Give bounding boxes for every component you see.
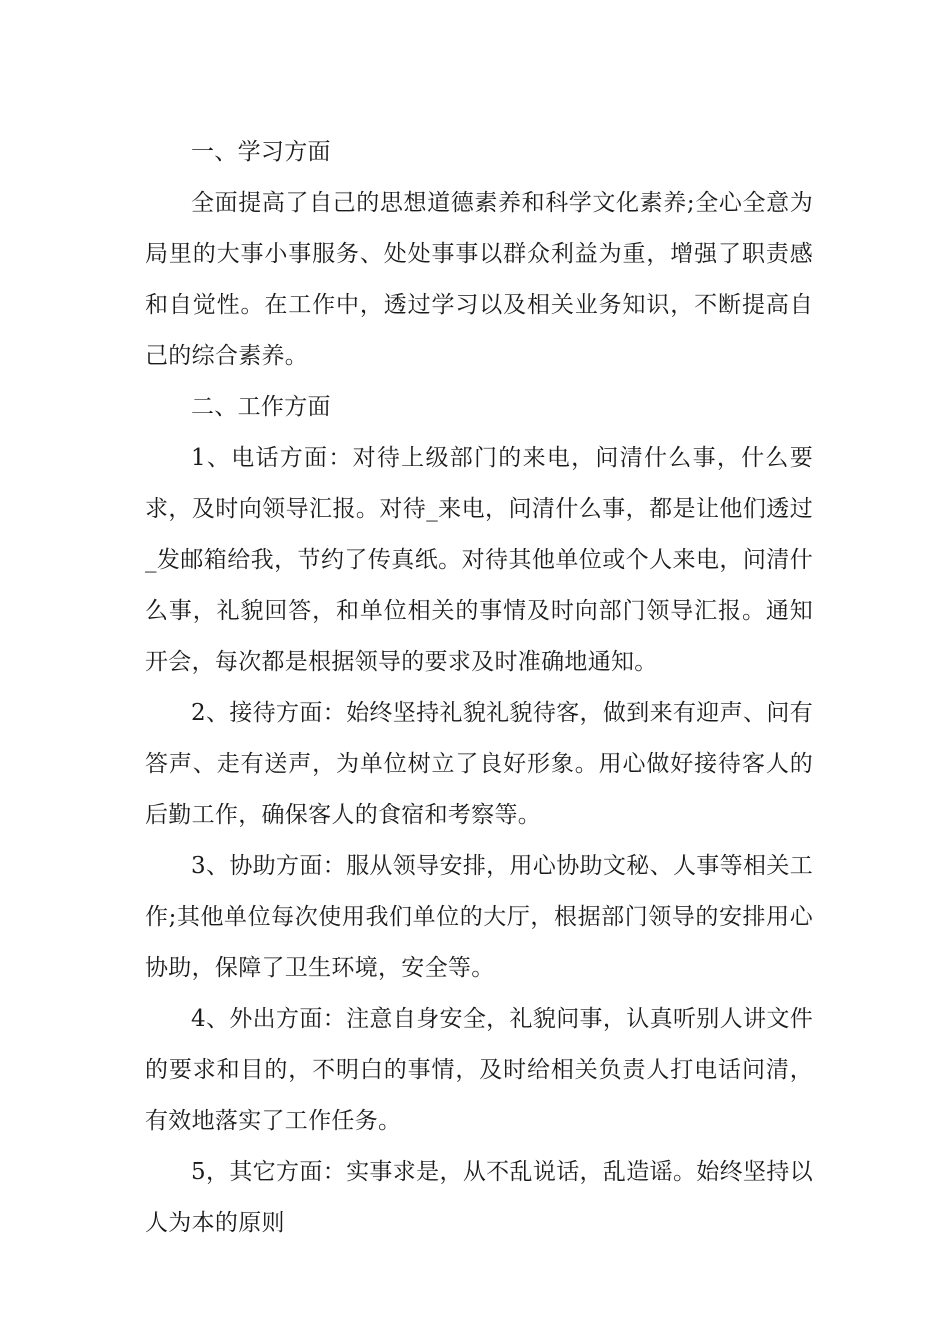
heading-work: 二、工作方面 bbox=[191, 394, 331, 420]
paragraph-outside: 4、外出方面：注意自身安全，礼貌问事，认真听别人讲文件的要求和目的，不明白的事情，及时给相关负责人打电话问清，有效地落实了工作任务。 bbox=[145, 1006, 813, 1134]
paragraph-study: 全面提高了自己的思想道德素养和科学文化素养;全心全意为局里的大事小事服务、处处事事以群众利益为重，增强了职责感和自觉性。在工作中，透过学习以及相关业务知识，不断提高自己的综合素养。 bbox=[145, 190, 813, 369]
paragraph-phone: 1、电话方面：对待上级部门的来电，问清什么事，什么要求，及时向领导汇报。对待_来电，问清什么事，都是让他们透过_发邮箱给我，节约了传真纸。对待其他单位或个人来电，问清什么事，礼貌回答，和单位相关的事情及时向部门领导汇报。通知开会，每次都是根据领导的要求及时准确地通知。 bbox=[145, 445, 813, 675]
heading-study: 一、学习方面 bbox=[191, 139, 331, 165]
paragraph-reception: 2、接待方面：始终坚持礼貌礼貌待客，做到来有迎声、问有答声、走有送声，为单位树立了良好形象。用心做好接待客人的后勤工作，确保客人的食宿和考察等。 bbox=[145, 700, 813, 828]
document-body bbox=[145, 127, 813, 1249]
paragraph-other: 5，其它方面：实事求是，从不乱说话，乱造谣。始终坚持以人为本的原则 bbox=[145, 1159, 813, 1236]
paragraph-assist: 3、协助方面：服从领导安排，用心协助文秘、人事等相关工作;其他单位每次使用我们单位的大厅，根据部门领导的安排用心协助，保障了卫生环境，安全等。 bbox=[145, 853, 813, 981]
